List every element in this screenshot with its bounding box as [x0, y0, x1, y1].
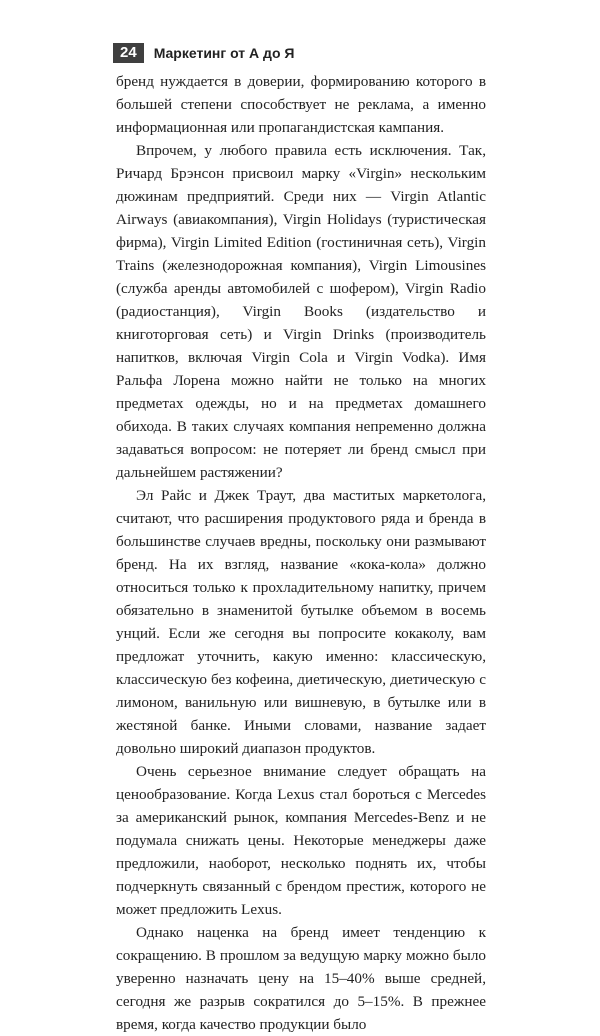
- paragraph-continued: бренд нуждается в доверии, формированию которого в большей степени способствует не реклама, а именно информационная или пропагандистская кампания.: [116, 73, 486, 136]
- page-header: [113, 43, 294, 63]
- paragraph-virgin-brands: Впрочем, у любого правила есть исключения. Так, Ричард Брэнсон присвоил марку «Virgin» нескольким дюжинам предприятий. Среди них — Virgin Atlantic Airways (авиакомпания), Virgin Holidays (туристическая фирма), Virgin Limited Edition (гостиничная сеть), Virgin Trains (железнодорожная компания), Virgin Limousines (служба аренды автомобилей с шофером), Virgin Radio (радиостанция), Virgin Books (издательство и книготорговая сеть) и Virgin Drinks (производитель напитков, включая Virgin Cola и Virgin Vodka). Имя Ральфа Лорена можно найти не только на многих предметах одежды, но и на предметах домашнего обихода. В таких случаях компания непременно должна задаваться вопросом: не потеряет ли бренд смысл при дальнейшем растяжении?: [116, 142, 486, 481]
- running-title: Маркетинг от А до Я: [153, 45, 295, 61]
- body-text: [116, 70, 486, 1036]
- paragraph-pricing: Очень серьезное внимание следует обращать на ценообразование. Когда Lexus стал бороться с Mercedes за американский рынок, компания Mercedes-Benz и не подумала снижать цены. Некоторые менеджеры даже предложили, наоборот, несколько поднять их, чтобы подчеркнуть связанный с брендом престиж, которого не может предложить Lexus.: [116, 763, 486, 918]
- page-number: 24: [113, 43, 144, 63]
- paragraph-brand-markup: Однако наценка на бренд имеет тенденцию к сокращению. В прошлом за ведущую марку можно было уверенно назначать цену на 15–40% выше средней, сегодня же разрыв сократился до 5–15%. В прежнее время, когда качество продукции было: [116, 924, 486, 1033]
- paragraph-ries-trout: Эл Райс и Джек Траут, два маститых маркетолога, считают, что расширения продуктового ряда и бренда в большинстве случаев вредны, поскольку они размывают бренд. На их взгляд, название «кока-кола» должно относиться только к прохладительному напитку, причем обязательно в знаменитой бутылке объемом в восемь унций. Если же сегодня вы попросите кокаколу, вам предложат уточнить, какую именно: классическую, классическую без кофеина, диетическую, диетическую с лимоном, ванильную или вишневую, в бутылке или в жестяной банке. Иными словами, название задает довольно широкий диапазон продуктов.: [116, 487, 486, 757]
